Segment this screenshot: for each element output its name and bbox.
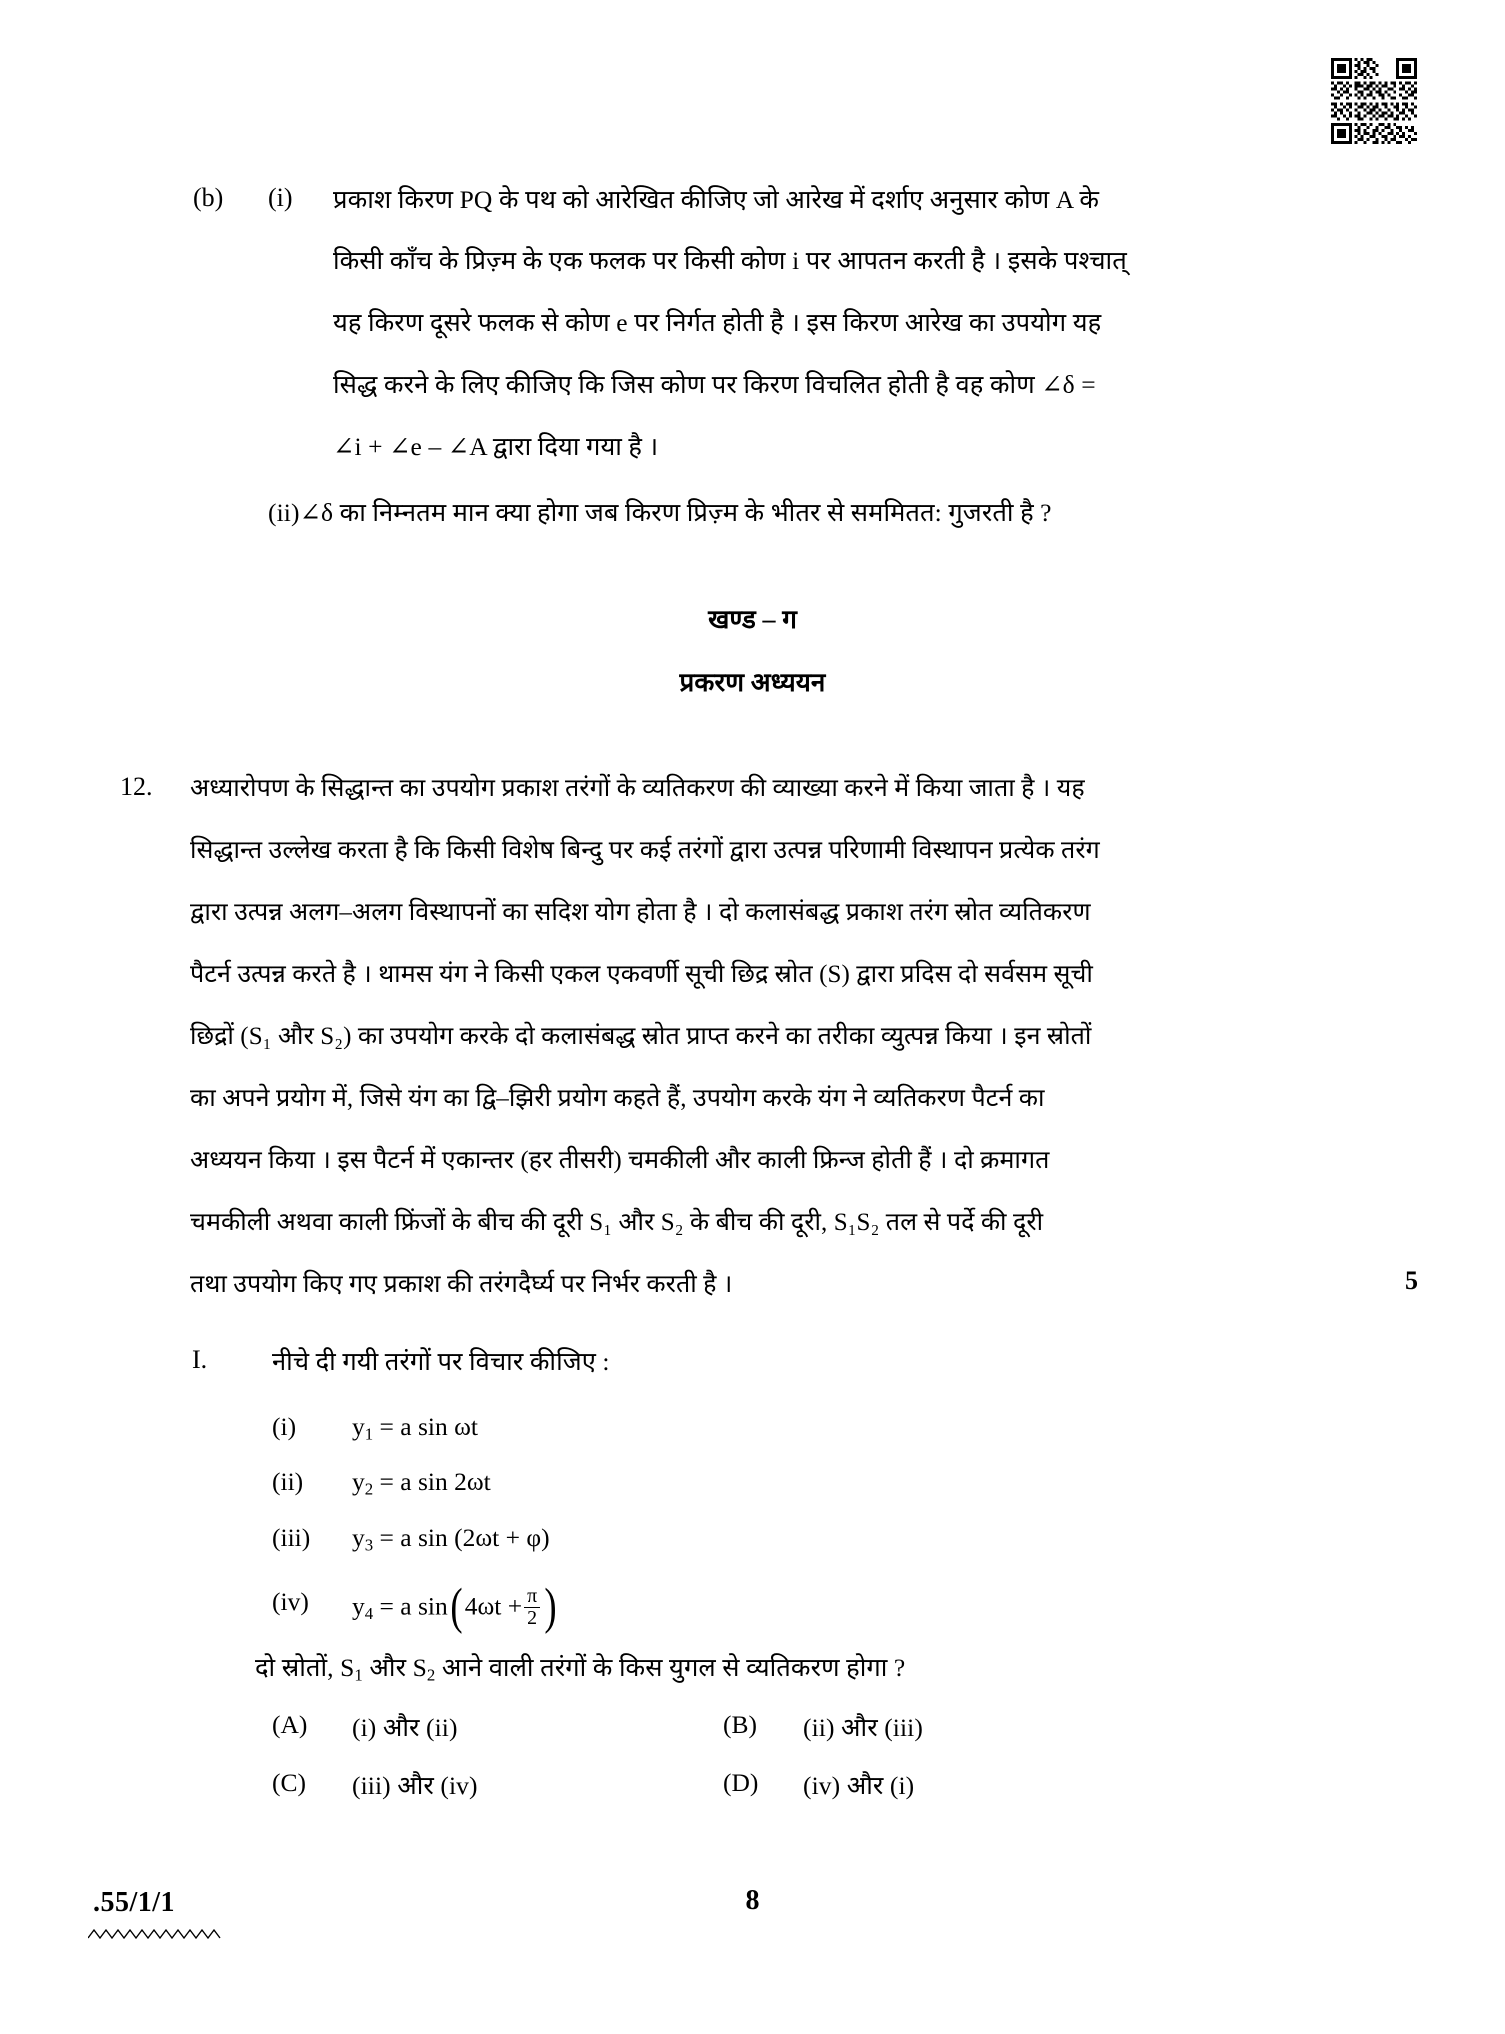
sub-question-I-label: I. (192, 1345, 208, 1374)
question-12-marks: 5 (1405, 1266, 1418, 1295)
section-heading: खण्ड – ग (708, 605, 797, 634)
wave-i-rhs: = a sin ωt (379, 1412, 478, 1441)
question-b-line-2: किसी काँच के प्रिज़्म के एक फलक पर किसी कोण i पर आपतन करती है । इसके पश्चात् (333, 246, 1127, 275)
question-12-line-6: का अपने प्रयोग में, जिसे यंग का द्वि–झिरी प्रयोग कहते हैं, उपयोग करके यंग ने व्यतिकरण पैटर्न का (190, 1085, 1045, 1112)
question-12-number: 12. (120, 772, 153, 801)
question-b-line-1: प्रकाश किरण PQ के पथ को आरेखित कीजिए जो आरेख में दर्शाए अनुसार कोण A के (333, 185, 1100, 214)
page-number: 8 (745, 1885, 760, 1916)
wave-ii-number: (ii) (272, 1467, 304, 1496)
right-paren-icon: ) (544, 1578, 557, 1635)
option-A-text[interactable]: (i) और (ii) (352, 1713, 458, 1742)
wave-ii-sub: 2 (364, 1479, 374, 1499)
wave-ii-equation (352, 1467, 491, 1500)
sub-question-I-prompt: नीचे दी गयी तरंगों पर विचार कीजिए : (272, 1347, 610, 1376)
question-text-pre: दो स्रोतों, S (255, 1653, 355, 1682)
question-b-sub-ii-label: (ii) (268, 498, 300, 527)
question-12-line-4: पैटर्न उत्पन्न करते है । थामस यंग ने किसी एकल एकवर्णी सूची छिद्र स्रोत (S) द्वारा प्रदिस दो सर्वसम सूची (190, 961, 1093, 988)
question-b-sub-i-label: (i) (268, 183, 293, 212)
option-D-key[interactable]: (D) (723, 1768, 759, 1797)
option-B-key[interactable]: (B) (723, 1710, 757, 1739)
question-12-line-9: तथा उपयोग किए गए प्रकाश की तरंगदैर्घ्य पर निर्भर करती है । (190, 1271, 733, 1298)
squiggle-underline-icon (88, 1927, 223, 1941)
question-12-line-8: चमकीली अथवा काली फ्रिंजों के बीच की दूरी S₁ और S₂ के बीच की दूरी, S₁S₂ तल से पर्दे की दूरी (190, 1209, 1044, 1236)
wave-i-lhs: y (352, 1412, 365, 1441)
wave-iii-number: (iii) (272, 1523, 311, 1552)
option-D-text[interactable]: (iv) और (i) (803, 1771, 915, 1800)
question-text-mid: और S (362, 1653, 427, 1682)
wave-ii-rhs: = a sin 2ωt (379, 1467, 491, 1496)
wave-iv-equation (352, 1578, 559, 1635)
question-b-label: (b) (193, 183, 224, 212)
wave-iii-equation (352, 1523, 550, 1556)
question-text-sub2: 2 (426, 1665, 436, 1685)
option-B-text[interactable]: (ii) और (iii) (803, 1713, 923, 1742)
wave-i-equation (352, 1412, 478, 1445)
wave-iii-lhs: y (352, 1523, 365, 1552)
wave-i-number: (i) (272, 1412, 297, 1441)
left-paren-icon: ( (450, 1578, 463, 1635)
pi-over-two-fraction (524, 1586, 540, 1629)
wave-i-sub: 1 (364, 1424, 374, 1444)
question-text-post: आने वाली तरंगों के किस युगल से व्यतिकरण होगा ? (435, 1653, 906, 1682)
fraction-numerator: π (527, 1585, 538, 1607)
option-C-key[interactable]: (C) (272, 1768, 306, 1797)
wave-iv-sub: 4 (364, 1604, 374, 1624)
question-b-sub-ii (268, 495, 1052, 529)
sub-question-I-question (255, 1650, 905, 1686)
wave-iv-inner-arg: 4ωt + (464, 1591, 523, 1621)
option-A-key[interactable]: (A) (272, 1710, 308, 1739)
question-b-line-4: सिद्ध करने के लिए कीजिए कि जिस कोण पर किरण विचलित होती है वह कोण ∠δ = (333, 370, 1096, 399)
wave-iv-number: (iv) (272, 1587, 309, 1616)
question-text-sub1: 1 (354, 1665, 363, 1685)
wave-iii-sub: 3 (364, 1535, 374, 1555)
wave-iii-rhs: = a sin (2ωt + φ) (379, 1523, 550, 1552)
question-12-line-5: छिद्रों (S₁ और S₂) का उपयोग करके दो कलासंबद्ध स्रोत प्राप्त करने का तरीका व्युत्पन्न किया । इन स्रोतों (190, 1023, 1092, 1050)
question-12-line-1: अध्यारोपण के सिद्धान्त का उपयोग प्रकाश तरंगों के व्यतिकरण की व्याख्या करने में किया जाता है । यह (190, 775, 1085, 802)
question-b-line-3: यह किरण दूसरे फलक से कोण e पर निर्गत होती है । इस किरण आरेख का उपयोग यह (333, 308, 1102, 337)
question-12-line-3: द्वारा उत्पन्न अलग–अलग विस्थापनों का सदिश योग होता है । दो कलासंबद्ध प्रकाश तरंग स्रोत व्यतिकरण (190, 899, 1091, 926)
qr-code-icon (1331, 58, 1417, 144)
question-12-line-2: सिद्धान्त उल्लेख करता है कि किसी विशेष बिन्दु पर कई तरंगों द्वारा उत्पन्न परिणामी विस्थापन प्रत्येक तरंग (190, 837, 1100, 864)
section-subheading: प्रकरण अध्ययन (679, 668, 826, 697)
option-C-text[interactable]: (iii) और (iv) (352, 1771, 478, 1800)
question-b-formula-line: ∠i + ∠e – ∠A द्वारा दिया गया है । (333, 432, 659, 461)
paper-code: .55/1/1 (93, 1887, 176, 1918)
wave-iv-lhs: y (352, 1591, 365, 1621)
wave-iv-rhs-prefix: = a sin (379, 1591, 448, 1621)
wave-ii-lhs: y (352, 1467, 365, 1496)
fraction-denominator: 2 (524, 1607, 540, 1629)
question-12-line-7: अध्ययन किया । इस पैटर्न में एकान्तर (हर तीसरी) चमकीली और काली फ्रिन्ज होती हैं । दो क्रमागत (190, 1147, 1050, 1174)
question-b-sub-ii-text: ∠δ का निम्नतम मान क्या होगा जब किरण प्रिज़्म के भीतर से सममितत: गुजरती है ? (299, 498, 1052, 527)
